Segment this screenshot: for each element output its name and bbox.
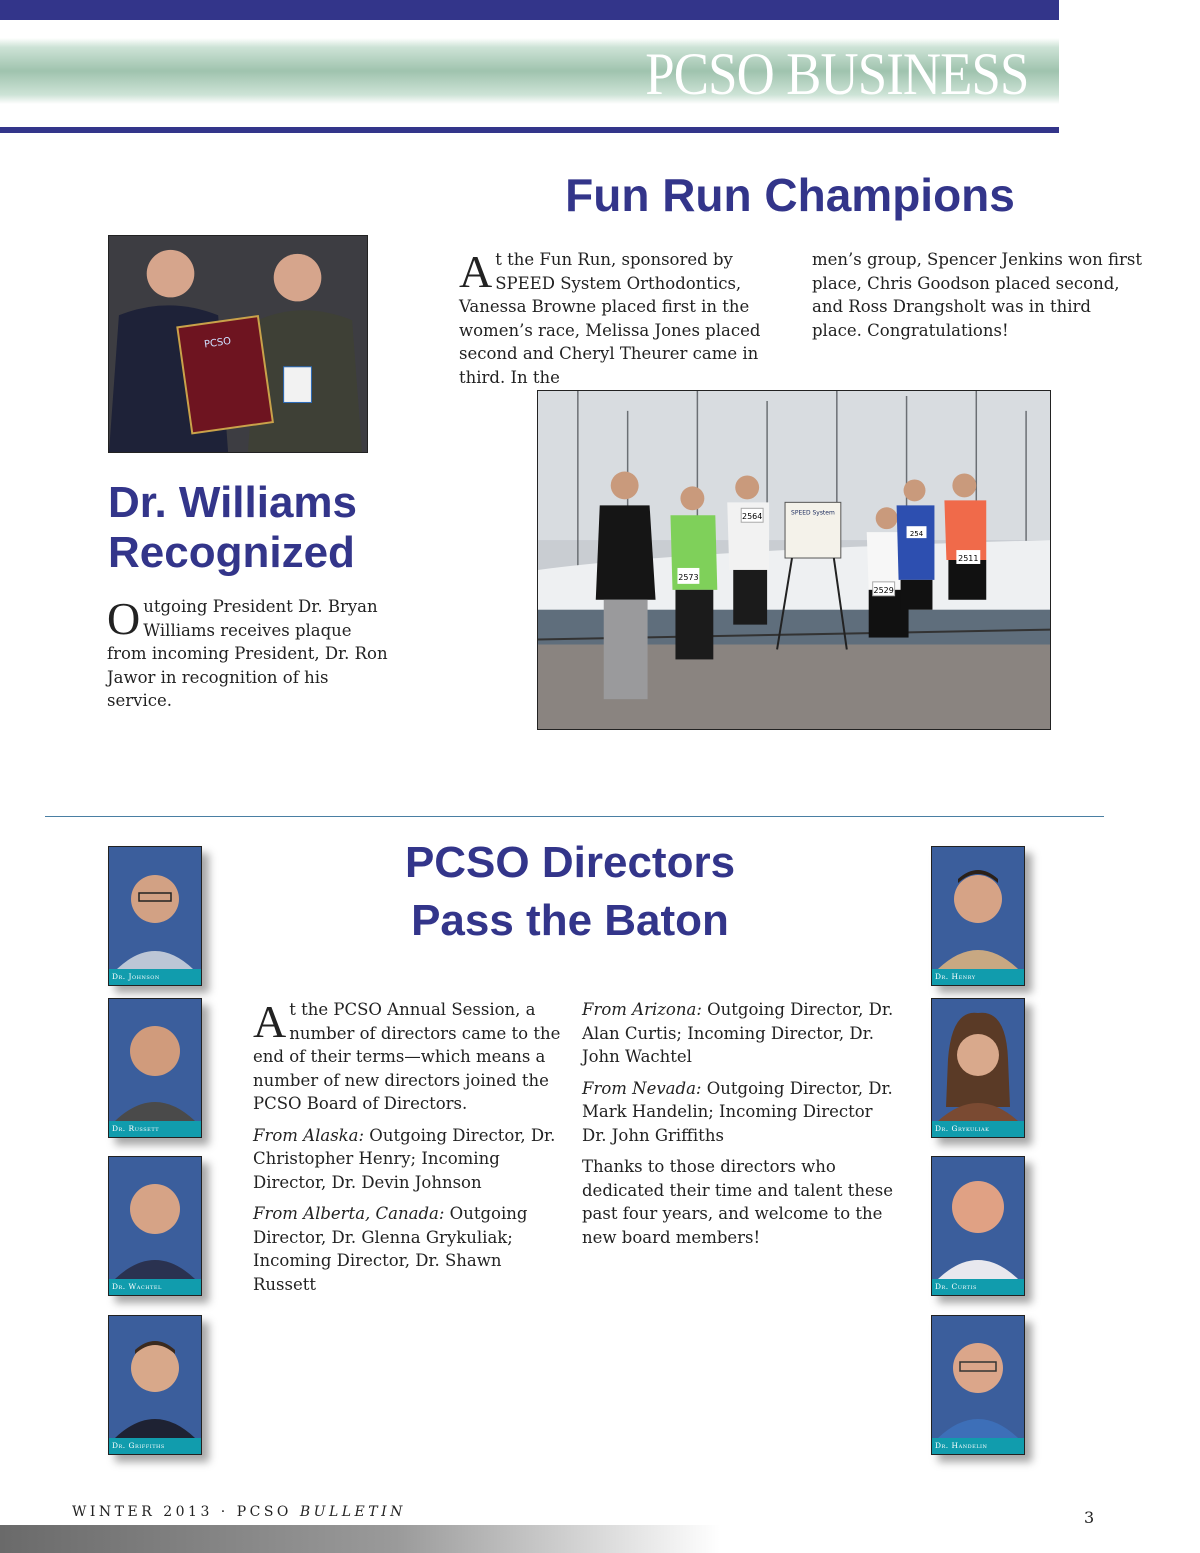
portrait-label: Dr. Wachtel (109, 1279, 201, 1295)
section-title: PCSO BUSINESS (645, 41, 1029, 107)
directors-intro (253, 998, 563, 1116)
portrait-label: Dr. Curtis (932, 1279, 1024, 1295)
williams-caption (107, 595, 392, 713)
bib-2511: 2511 (958, 554, 979, 563)
sign-text: SPEED System (791, 509, 835, 517)
funrun-text-2: men’s group, Spencer Jenkins won first place, Chris Goodson placed second, and Ross Drangsholt was in third place. Congratulations! (812, 250, 1142, 340)
williams-title-line2: Recognized (108, 528, 355, 577)
directors-arizona (582, 998, 897, 1069)
portrait-griffiths (108, 1315, 202, 1455)
portrait-handelin (931, 1315, 1025, 1455)
bib-2529: 2529 (873, 585, 894, 595)
nevada-label: From Nevada: (582, 1078, 702, 1098)
portrait-grykuliak (931, 998, 1025, 1138)
funrun-col2 (812, 248, 1142, 342)
directors-nevada (582, 1077, 897, 1148)
header-rule (0, 127, 1059, 133)
williams-title-line1: Dr. Williams (108, 478, 358, 527)
portrait-johnson (108, 846, 202, 986)
footer-issue-text: WINTER 2013 · PCSO (72, 1504, 300, 1520)
directors-alaska (253, 1124, 563, 1195)
alberta-text: Outgoing Director, Dr. Glenna Grykuliak; Incoming Director, Dr. Shawn Russett (253, 1204, 528, 1294)
page-number: 3 (1084, 1508, 1095, 1527)
portrait-label: Dr. Griffiths (109, 1438, 201, 1454)
section-divider (45, 816, 1104, 817)
footer-issue (72, 1504, 406, 1520)
funrun-photo (537, 390, 1051, 730)
bib-254: 254 (909, 530, 924, 539)
alaska-label: From Alaska: (253, 1125, 365, 1145)
williams-title (108, 478, 428, 578)
directors-col1 (253, 998, 563, 1304)
alberta-label: From Alberta, Canada: (253, 1204, 445, 1223)
williams-dropcap: O (107, 593, 141, 644)
portrait-label: Dr. Russett (109, 1121, 201, 1137)
williams-text: utgoing President Dr. Bryan Williams receives plaque from incoming President, Dr. Ron Jawor in recognition of his service. (107, 597, 388, 710)
directors-col2 (582, 998, 897, 1257)
alaska-text: Outgoing Director, Dr. Christopher Henry; Incoming Director, Dr. Devin Johnson (253, 1125, 556, 1192)
arizona-text: Outgoing Director, Dr. Alan Curtis; Incoming Director, Dr. John Wachtel (582, 1000, 894, 1066)
portrait-henry (931, 846, 1025, 986)
portrait-label: Dr. Handelin (932, 1438, 1024, 1454)
footer-publication: BULLETIN (299, 1504, 406, 1520)
bib-2564: 2564 (742, 512, 763, 522)
portrait-russett (108, 998, 202, 1138)
funrun-col1 (459, 248, 784, 389)
arizona-label: From Arizona: (582, 1000, 702, 1019)
footer-gradient-bar (0, 1525, 720, 1553)
funrun-text-1: t the Fun Run, sponsored by SPEED System Orthodontics, Vanessa Browne placed first in the women’s race, Melissa Jones placed second and Cheryl Theurer came in third. In the (459, 250, 761, 387)
plaque-text: PCSO (203, 335, 232, 351)
directors-dropcap: A (253, 996, 287, 1047)
williams-photo (108, 235, 368, 453)
directors-thanks: Thanks to those directors who dedicated their time and talent these past four years, and welcome to the new board members! (582, 1157, 893, 1247)
section-header-band (0, 38, 1059, 107)
portrait-label: Dr. Henry (932, 969, 1024, 985)
funrun-title: Fun Run Champions (565, 169, 1015, 221)
directors-title-line1: PCSO Directors (404, 838, 736, 887)
nevada-text: Outgoing Director, Dr. Mark Handelin; Incoming Director Dr. John Griffiths (582, 1078, 893, 1145)
portrait-label: Dr. Grykuliak (932, 1121, 1024, 1137)
portrait-wachtel (108, 1156, 202, 1296)
directors-title (340, 834, 800, 950)
portrait-curtis (931, 1156, 1025, 1296)
directors-title-line2: Pass the Baton (411, 896, 729, 945)
bib-2573: 2573 (678, 572, 699, 582)
directors-intro-text: t the PCSO Annual Session, a number of directors came to the end of their terms—which means a number of new directors joined the PCSO Board of Directors. (253, 1000, 561, 1113)
funrun-dropcap: A (459, 246, 493, 297)
top-navy-bar (0, 0, 1059, 20)
directors-alberta (253, 1202, 563, 1296)
portrait-label: Dr. Johnson (109, 969, 201, 985)
